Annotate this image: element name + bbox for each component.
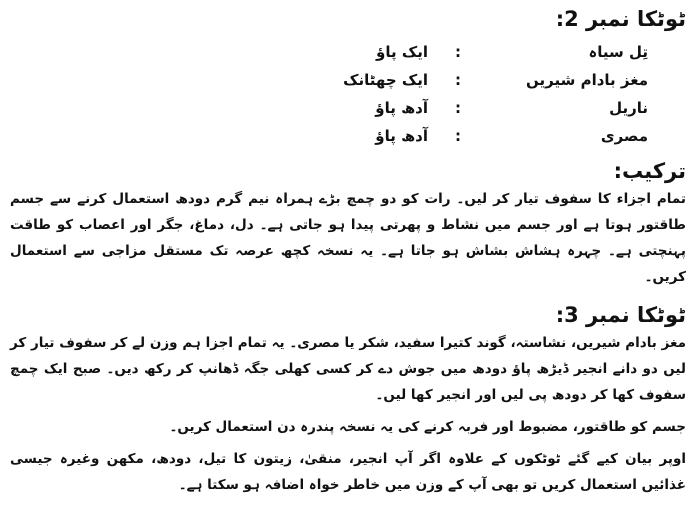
ingredient-name: ناریل [609, 99, 648, 117]
closing-paragraph: اوپر بیان کیے گئے ٹوٹکوں کے علاوہ اگر آپ انجیر، منقیٰ، زیتون کا تیل، دودھ، مکھن وغیرہ جیسی غذائیں استعمال کریں تو بھی آپ کے وزن میں خاطر خواہ اضافہ ہو سکتا ہے۔ [10, 451, 686, 493]
ingredient-row [10, 122, 648, 150]
ingredient-quantity: آدھ پاؤ [375, 99, 428, 117]
remedy-3-paragraph: مغز بادام شیریں، نشاستہ، گوند کتیرا سفید، شکر یا مصری۔ یہ تمام اجزا ہم وزن لے کر سفوف تیار کر لیں دو دانے انجیر ڈیڑھ پاؤ دودھ میں جوش دے کر کسی کھلی جگہ ڈھانپ کر رکھ دیں۔ صبح ایک چمچ سفوف کھا کر دودھ پی لیں اور انجیر کھا لیں۔ [10, 335, 686, 403]
ingredient-name: مغز بادام شیریں [526, 71, 648, 89]
ingredient-name: مصری [600, 127, 648, 145]
ingredient-quantity: آدھ پاؤ [375, 127, 428, 145]
ingredient-quantity: ایک پاؤ [376, 43, 428, 61]
ingredient-name: تِل سیاہ [588, 43, 648, 61]
tarkeeb-heading: ترکیب: [613, 159, 686, 183]
remedy-3-paragraph: جسم کو طاقتور، مضبوط اور فربہ کرنے کی یہ نسخہ پندرہ دن استعمال کریں۔ [169, 419, 686, 435]
remedy-2-heading: ٹوٹکا نمبر 2: [555, 7, 686, 31]
ingredient-row [10, 38, 648, 66]
ingredient-separator: : [455, 43, 461, 61]
ingredient-row [10, 66, 648, 94]
ingredient-separator: : [455, 99, 461, 117]
ingredient-quantity: ایک چھٹانک [343, 71, 428, 89]
ingredient-separator: : [455, 71, 461, 89]
ingredient-separator: : [455, 127, 461, 145]
remedy-3-heading: ٹوٹکا نمبر 3: [555, 303, 686, 327]
tarkeeb-paragraph: تمام اجزاء کا سفوف تیار کر لیں۔ رات کو دو چمچ بڑے ہمراہ نیم گرم دودھ استعمال کرنے سے جسم طاقتور ہوتا ہے اور جسم میں نشاط و پھرتی پیدا ہو جاتی ہے۔ دل، دماغ، جگر اور اعصاب کو طاقت پہنچتی ہے۔ چہرہ ہشاش بشاش ہو جاتا ہے۔ یہ نسخہ کچھ عرصہ تک مستقل مزاجی سے استعمال کریں۔ [10, 191, 686, 285]
ingredients-list [10, 38, 686, 150]
ingredient-row [10, 94, 648, 122]
